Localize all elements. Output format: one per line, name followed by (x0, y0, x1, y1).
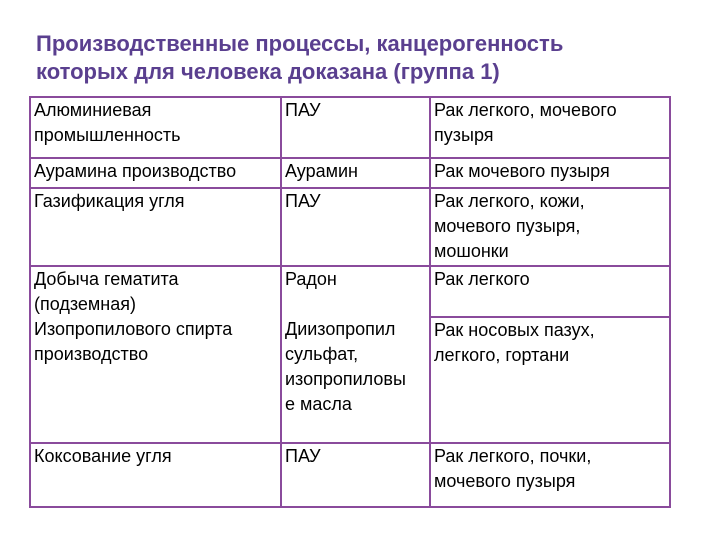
cancer-cell (430, 97, 670, 158)
agent-text: Радон (285, 269, 337, 289)
agent-text: ПАУ (285, 191, 321, 211)
agent-text: ПАУ (285, 100, 321, 120)
table-row (30, 443, 670, 507)
process-text: Изопропилового спирта (34, 319, 233, 339)
cancer-cell (430, 317, 670, 443)
cancer-text: мочевого пузыря (434, 471, 576, 491)
cancer-text: легкого, гортани (434, 345, 570, 365)
table-row (30, 266, 670, 317)
table-row (30, 317, 670, 443)
cancer-text: Рак мочевого пузыря (434, 161, 610, 181)
agent-text: ПАУ (285, 446, 321, 466)
table-row (30, 158, 670, 188)
process-text: Аурамина производство (34, 161, 237, 181)
process-cell (30, 317, 281, 443)
agent-text: е масла (285, 394, 352, 414)
process-cell (30, 266, 281, 317)
cancer-cell (430, 266, 670, 317)
cancer-text: пузыря (434, 125, 494, 145)
agent-cell (281, 443, 430, 507)
agent-text: Диизопропил (285, 319, 396, 339)
process-text: Добыча гематита (34, 269, 179, 289)
process-text: производство (34, 344, 149, 364)
cancer-cell (430, 158, 670, 188)
table-row (30, 97, 670, 158)
cancer-text: Рак легкого (434, 269, 530, 289)
table-row (30, 188, 670, 266)
slide-title (36, 30, 696, 86)
process-cell (30, 188, 281, 266)
agent-text: сульфат, (285, 344, 359, 364)
agent-cell (281, 317, 430, 443)
process-cell (30, 158, 281, 188)
agent-cell (281, 158, 430, 188)
slide-title-line-1: Производственные процессы, канцерогенность (36, 31, 564, 56)
cancer-text: Рак легкого, кожи, (434, 191, 585, 211)
cancer-text: Рак носовых пазух, (434, 320, 595, 340)
cancer-cell (430, 188, 670, 266)
process-text: Коксование угля (34, 446, 172, 466)
slide-title-line-2: которых для человека доказана (группа 1) (36, 59, 500, 84)
process-cell (30, 97, 281, 158)
process-text: Алюминиевая (34, 100, 152, 120)
cancer-text: мочевого пузыря, (434, 216, 581, 236)
agent-text: изопропиловы (285, 369, 406, 389)
cancer-text: Рак легкого, почки, (434, 446, 592, 466)
agent-cell (281, 266, 430, 317)
agent-cell (281, 188, 430, 266)
agent-cell (281, 97, 430, 158)
cancer-text: Рак легкого, мочевого (434, 100, 617, 120)
process-text: Газификация угля (34, 191, 185, 211)
cancer-cell (430, 443, 670, 507)
agent-text: Аурамин (285, 161, 358, 181)
process-cell (30, 443, 281, 507)
carcinogenic-processes-table (29, 96, 671, 508)
cancer-text: мошонки (434, 241, 509, 261)
process-text: промышленность (34, 125, 181, 145)
process-text: (подземная) (34, 294, 136, 314)
